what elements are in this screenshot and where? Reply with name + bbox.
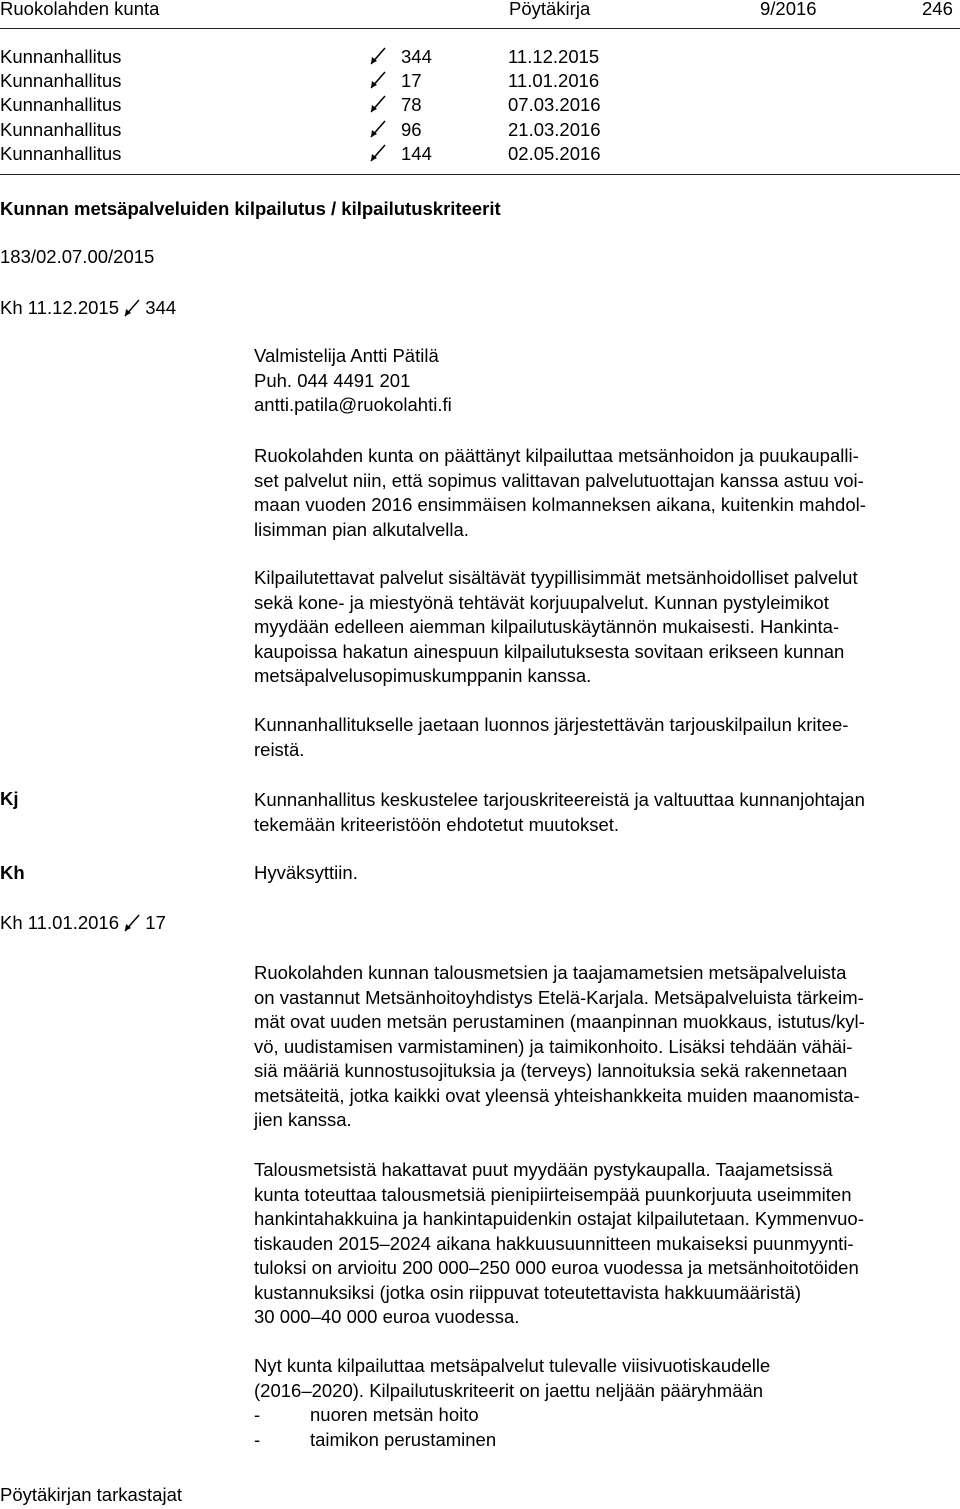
- list-item-text: taimikon perustaminen: [310, 1428, 497, 1450]
- text-line: Talousmetsistä hakattavat puut myydään pystykaupalla. Taajametsissä: [254, 1159, 833, 1180]
- meeting1-paragraph: [254, 566, 960, 689]
- meeting1-paragraph: [254, 444, 960, 542]
- meeting1-section: 344: [145, 297, 177, 318]
- list-item: [254, 1403, 960, 1428]
- text-line: hankintahakkuina ja hankintapuidenkin ostajat kilpailutetaan. Kymmenvuo-: [254, 1208, 864, 1229]
- meeting2-paragraph: [254, 961, 960, 1133]
- meeting2-label: [0, 912, 166, 934]
- text-line: (2016–2020). Kilpailutuskriteerit on jaettu neljään pääryhmään: [254, 1379, 764, 1401]
- text-line: tuloksi on arvioitu 200 000–250 000 euroa vuodessa ja metsänhoitotöiden: [254, 1257, 859, 1278]
- arrow-icon: [370, 120, 386, 138]
- page-number: 246: [922, 0, 953, 19]
- arrow-icon: [370, 71, 386, 89]
- meeting1-date: Kh 11.12.2015: [0, 297, 119, 318]
- text-line: kunta toteuttaa talousmetsiä pienipiirteisempää puunkorjuuta useimmiten: [254, 1183, 852, 1205]
- text-line: vö, uudistamisen varmistaminen) ja taimikonhoito. Lisäksi tehdään vähäi-: [254, 1035, 853, 1057]
- diary-number: 183/02.07.00/2015: [0, 246, 155, 267]
- text-line: tekemään kriteeristöön ehdotetut muutokset.: [254, 813, 620, 835]
- text-line: Ruokolahden kunnan talousmetsien ja taajamametsien metsäpalveluista: [254, 962, 847, 983]
- meeting2-paragraph: [254, 1354, 960, 1403]
- text-line: tiskauden 2015–2024 aikana hakkuusuunnitteen mukaiseksi puunmyynti-: [254, 1232, 854, 1254]
- kh-label: Kh: [0, 862, 25, 883]
- list-dash: -: [254, 1404, 261, 1425]
- history-number: 78: [401, 94, 422, 115]
- text-line: siä määriä kunnostusojituksia ja (terveys) lannoituksia sekä rakennetaan: [254, 1060, 848, 1081]
- text-line: reistä.: [254, 738, 305, 760]
- history-date: 02.05.2016: [508, 143, 601, 164]
- preparer-phone: Puh. 044 4491 201: [254, 369, 411, 391]
- arrow-icon: [124, 914, 140, 932]
- issue-number: 9/2016: [760, 0, 817, 19]
- text-line: set palvelut niin, että sopimus valittavan palvelutuottajan kanssa astuu voi-: [254, 469, 864, 491]
- history-rule: [0, 174, 960, 175]
- history-date: 11.12.2015: [508, 46, 600, 67]
- kh-decision: Hyväksyttiin.: [254, 862, 358, 883]
- text-line: kustannuksiksi (jotka osin riippuvat toteutettavista hakkuumääristä): [254, 1281, 802, 1303]
- meeting2-section: 17: [145, 912, 166, 933]
- arrow-icon: [370, 95, 386, 113]
- text-line: mät ovat uuden metsän perustaminen (maanpinnan muokkaus, istutus/kyl-: [254, 1011, 865, 1032]
- meeting2-date: Kh 11.01.2016: [0, 912, 119, 933]
- history-body: Kunnanhallitus: [0, 119, 122, 140]
- kj-proposal: [254, 788, 960, 837]
- preparer-name: Valmistelija Antti Pätilä: [254, 345, 439, 366]
- kj-label: Kj: [0, 788, 19, 809]
- municipality-name: Ruokolahden kunta: [0, 0, 160, 19]
- text-line: Kilpailutettavat palvelut sisältävät tyypillisimmät metsänhoidolliset palvelut: [254, 567, 858, 588]
- text-line: metsäpalvelusopimuskumppanin kanssa.: [254, 665, 592, 686]
- list-dash: -: [254, 1428, 261, 1450]
- criteria-list: [254, 1403, 960, 1452]
- preparer-email: antti.patila@ruokolahti.fi: [254, 394, 452, 415]
- history-body: Kunnanhallitus: [0, 46, 122, 67]
- meeting1-label: [0, 297, 176, 319]
- history-body: Kunnanhallitus: [0, 70, 122, 91]
- footer-inspectors: Pöytäkirjan tarkastajat: [0, 1484, 183, 1505]
- history-body: Kunnanhallitus: [0, 94, 122, 115]
- history-date: 07.03.2016: [508, 94, 601, 115]
- text-line: maan vuoden 2016 ensimmäisen kolmanneksen aikana, kuitenkin mahdol-: [254, 494, 866, 515]
- history-number: 17: [401, 70, 422, 91]
- history-date: 21.03.2016: [508, 119, 601, 140]
- text-line: Ruokolahden kunta on päättänyt kilpailuttaa metsänhoidon ja puukaupalli-: [254, 445, 859, 466]
- text-line: Kunnanhallitus keskustelee tarjouskriteereistä ja valtuuttaa kunnanjohtajan: [254, 789, 865, 810]
- text-line: 30 000–40 000 euroa vuodessa.: [254, 1306, 520, 1327]
- history-number: 144: [401, 143, 432, 164]
- list-item: [254, 1428, 960, 1453]
- text-line: sekä kone- ja miestyönä tehtävät korjuupalvelut. Kunnan pystyleimikot: [254, 591, 829, 613]
- history-number: 96: [401, 119, 422, 140]
- text-line: on vastannut Metsänhoitoyhdistys Etelä-Karjala. Metsäpalveluista tärkeim-: [254, 986, 864, 1008]
- meeting1-paragraph: [254, 713, 960, 762]
- text-line: myydään edelleen aiemman kilpailutuskäytännön mukaisesti. Hankinta-: [254, 616, 840, 637]
- text-line: metsäteitä, jotka kaikki ovat yleensä yhteishankkeita muiden maanomista-: [254, 1084, 860, 1106]
- preparer-block: [254, 344, 960, 418]
- text-line: jien kanssa.: [254, 1109, 352, 1130]
- arrow-icon: [370, 47, 386, 65]
- history-date: 11.01.2016: [508, 70, 600, 91]
- arrow-icon: [124, 299, 140, 317]
- history-number: 344: [401, 46, 432, 67]
- text-line: Nyt kunta kilpailuttaa metsäpalvelut tulevalle viisivuotiskaudelle: [254, 1355, 771, 1376]
- text-line: lisimman pian alkutalvella.: [254, 518, 469, 540]
- history-body: Kunnanhallitus: [0, 143, 122, 164]
- document-title: Kunnan metsäpalveluiden kilpailutus / kilpailutuskriteerit: [0, 198, 501, 219]
- document-type: Pöytäkirja: [509, 0, 591, 19]
- text-line: Kunnanhallitukselle jaetaan luonnos järjestettävän tarjouskilpailun kritee-: [254, 714, 849, 735]
- arrow-icon: [370, 144, 386, 162]
- text-line: kaupoissa hakatun ainespuun kilpailutuksesta sovitaan erikseen kunnan: [254, 640, 845, 662]
- header-rule: [0, 28, 960, 29]
- meeting2-paragraph: [254, 1158, 960, 1330]
- list-item-text: nuoren metsän hoito: [310, 1404, 479, 1425]
